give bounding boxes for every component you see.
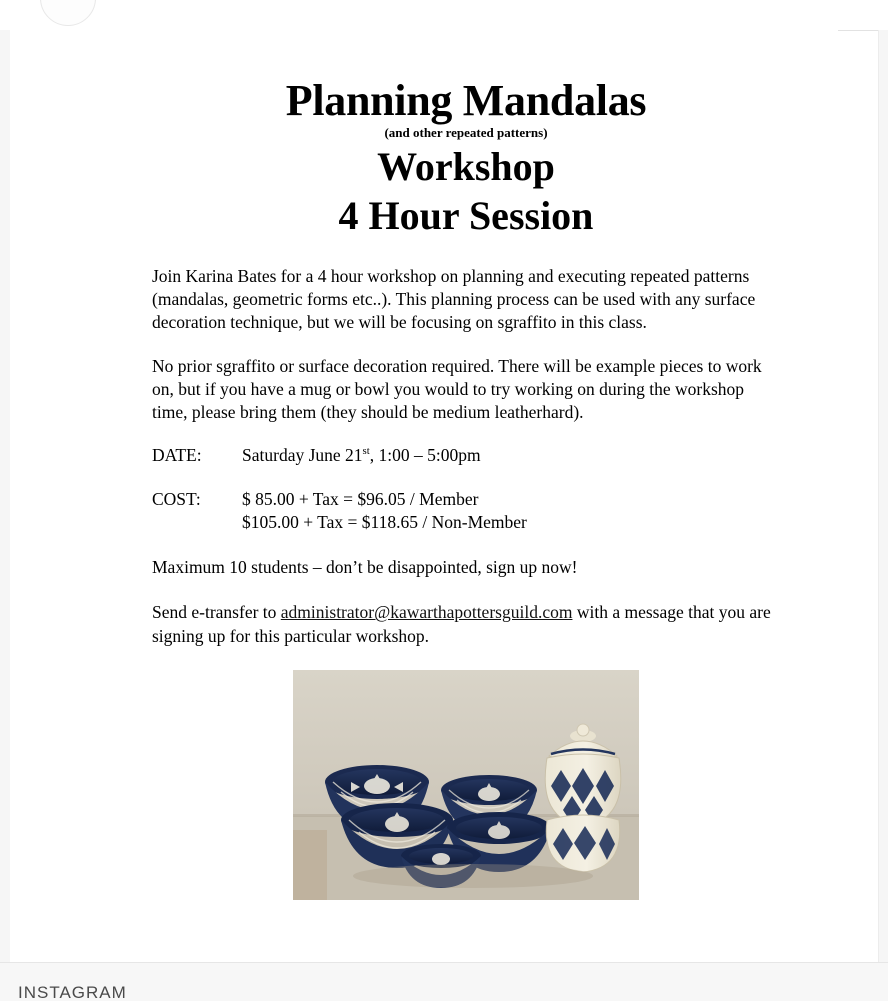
payment-prefix: Send e-transfer to [152, 602, 281, 623]
left-side-panel [10, 30, 95, 962]
site-logo[interactable] [40, 0, 96, 26]
title-parenthetical: (and other repeated patterns) [384, 125, 548, 141]
right-gutter [878, 30, 888, 962]
photo-container [152, 670, 780, 900]
cost-label: COST: [152, 488, 201, 509]
flyer-title-block [152, 78, 780, 239]
date-value-suffix: , 1:00 – 5:00pm [369, 445, 481, 466]
date-value-prefix: Saturday June 21 [242, 445, 363, 466]
pottery-photo [293, 670, 639, 900]
site-header-strip [0, 0, 888, 31]
bottom-section-strip [0, 962, 888, 1001]
administrator-email-link[interactable]: administrator@kawarthapottersguild.com [280, 602, 573, 623]
intro-paragraph: Join Karina Bates for a 4 hour workshop on planning and executing repeated patterns (mandalas, geometric forms etc..). This planning process can be used with any surface decoration technique, but we will be focusing on sgraffito in this class. [152, 265, 756, 333]
date-row [152, 444, 780, 467]
payment-instructions [152, 601, 780, 648]
date-ordinal-suffix: st [362, 445, 370, 458]
cost-member-line: $ 85.00 + Tax = $96.05 / Member [242, 488, 479, 509]
payment-suffix: with a message that you are signing up for this particular workshop. [152, 602, 771, 646]
date-label: DATE: [152, 445, 202, 466]
title-session-length: 4 Hour Session [338, 192, 594, 238]
cost-nonmember-line: $105.00 + Tax = $118.65 / Non-Member [242, 511, 527, 532]
page-title: Planning Mandalas [285, 76, 647, 125]
prerequisites-paragraph: No prior sgraffito or surface decoration required. There will be example pieces to work on, but if you have a mug or bowl you would to try working on during the workshop time, please bring them (they should be medium leatherhard). [152, 355, 762, 423]
title-workshop: Workshop [377, 144, 555, 190]
workshop-flyer [94, 30, 838, 962]
date-value [242, 444, 780, 467]
cost-row [152, 488, 780, 535]
cost-value [242, 488, 780, 535]
max-students-note: Maximum 10 students – don’t be disappointed, sign up now! [152, 557, 578, 578]
instagram-section-heading: INSTAGRAM [18, 983, 127, 1002]
